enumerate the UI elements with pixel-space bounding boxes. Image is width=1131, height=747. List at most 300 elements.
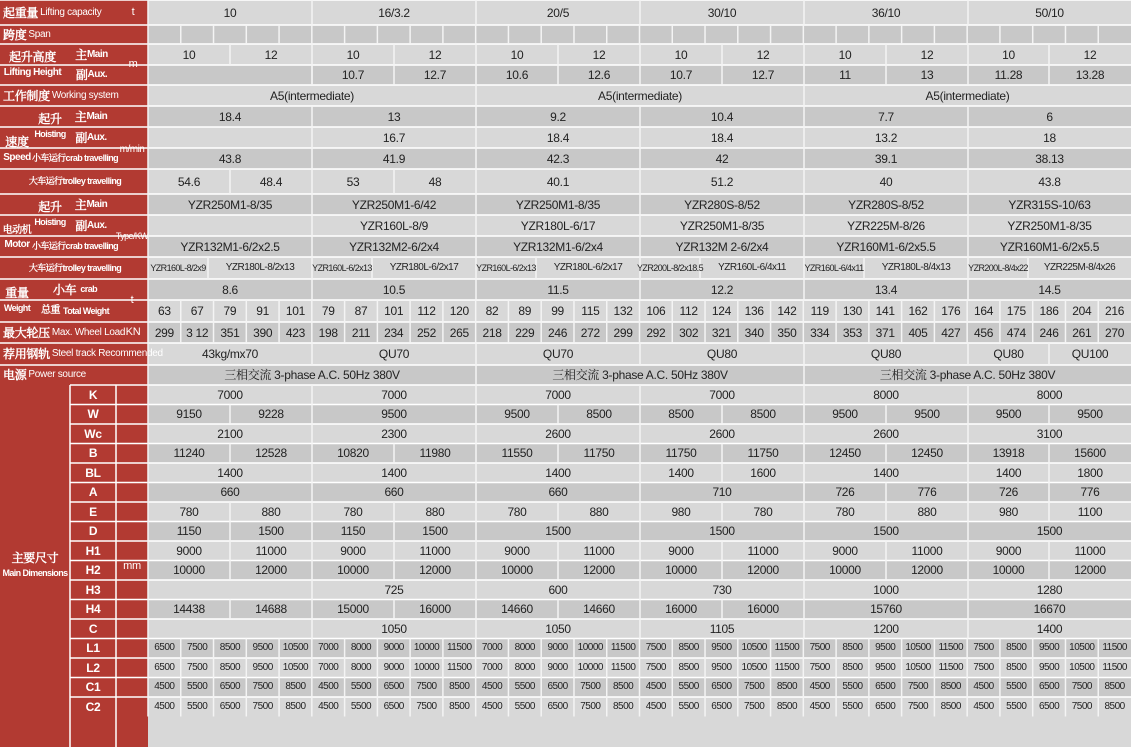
dim-c1-value: 4500 <box>973 681 994 693</box>
dim-c-value: 1050 <box>545 621 571 636</box>
height-main-value: 10 <box>510 47 524 62</box>
motor-hoisting-label <box>34 194 66 236</box>
dim-l1-value: 9500 <box>1038 642 1060 654</box>
dim-c1-value: 5500 <box>350 681 372 693</box>
weight-total-value: 136 <box>744 304 764 318</box>
speed-main-value: 18.4 <box>218 109 242 124</box>
weight-en: Weight <box>3 302 31 313</box>
dimension-key-h3: H3 <box>85 582 101 597</box>
dim-a-value: 726 <box>998 485 1019 500</box>
dim-c1-value: 6500 <box>875 681 896 693</box>
lifting-capacity-label-zh: 起重量 <box>3 5 39 20</box>
motor-trolley-value: YZR160L-6/4x11 <box>804 262 864 273</box>
wheel-load-value: 292 <box>646 325 666 340</box>
dim-c1-value: 5500 <box>842 681 863 693</box>
motor-trolley-value: YZR160L-6/4x11 <box>718 262 786 273</box>
dim-wc-value: 2600 <box>709 426 735 441</box>
dim-w-value: 8500 <box>668 407 694 422</box>
speed-aux-value: 18 <box>1043 130 1056 145</box>
aux-zh: 副 <box>75 218 88 233</box>
dimension-key-w: W <box>87 407 99 422</box>
speed-trolley-value: 48 <box>428 174 442 189</box>
dim-h1-value: 9000 <box>832 543 858 558</box>
dim-l2-value: 9500 <box>711 661 732 673</box>
dim-l1-value: 10000 <box>577 642 603 654</box>
wheel-load-unit: KN <box>125 326 141 338</box>
speed-main-value: 10.4 <box>710 109 734 124</box>
motor-trolley-value: YZR160L-6/2x13 <box>476 262 536 273</box>
dim-c2-value: 7500 <box>252 700 273 712</box>
motor-aux-value: YZR250M1-8/35 <box>679 218 765 233</box>
weight-total-value: 186 <box>1039 304 1059 318</box>
trolley-travel-zh: 大车运行 <box>28 262 63 273</box>
weight-total-value: 79 <box>223 304 237 318</box>
speed-crab-value: 43.8 <box>218 151 242 166</box>
weight-total-value: 79 <box>321 304 335 318</box>
wheel-load-value: 299 <box>613 325 633 340</box>
working-system-label <box>0 85 148 106</box>
working-system-value: A5(intermediate) <box>925 88 1010 103</box>
steel-track-label-en: Steel track Recommended <box>51 348 163 359</box>
motor-aux-value: YZR250M1-8/35 <box>1007 218 1092 233</box>
dim-h2-value: 10000 <box>665 563 697 578</box>
dim-l1-value: 10500 <box>1069 642 1095 654</box>
dim-c2-value: 7500 <box>416 700 437 712</box>
dim-l1-value: 9500 <box>711 642 732 654</box>
working-system-value: A5(intermediate) <box>270 88 354 103</box>
wheel-load-value: 427 <box>941 325 961 340</box>
crab-travel-en: crab travelling <box>65 153 119 163</box>
wheel-load-value: 371 <box>875 325 895 340</box>
dim-h1-value: 11000 <box>419 543 451 558</box>
height-main-value: 12 <box>756 47 770 62</box>
dim-l2-value: 11500 <box>446 661 472 673</box>
span-values <box>148 25 1131 44</box>
dimensions-unit: mm <box>123 559 141 572</box>
dim-h2-value: 10000 <box>173 563 205 578</box>
crab-zh: 小车 <box>52 282 77 297</box>
dim-e-value: 780 <box>179 504 199 519</box>
motor-main-value: YZR280S-8/52 <box>684 197 760 212</box>
dim-c2-value: 8500 <box>940 700 961 712</box>
dim-c1-value: 4500 <box>481 681 503 693</box>
dimension-key-l1: L1 <box>86 641 100 656</box>
dim-l1-value: 9500 <box>875 642 896 654</box>
speed-crab-value: 42 <box>715 151 729 166</box>
dim-h4-value: 14688 <box>255 602 287 617</box>
dim-c-value: 1200 <box>873 621 899 636</box>
main-en: Main <box>86 110 108 122</box>
dim-bl-value: 1400 <box>381 465 407 480</box>
dim-l2-value: 7500 <box>187 661 208 673</box>
speed-en: Speed <box>3 152 31 163</box>
weight-total-value: 164 <box>973 304 994 318</box>
capacity-value: 10 <box>223 5 237 20</box>
dim-l2-value: 9500 <box>1038 661 1060 673</box>
dim-c1-value: 7500 <box>1071 681 1092 693</box>
dim-k-value: 7000 <box>545 387 571 402</box>
dim-w-value: 9150 <box>176 407 202 422</box>
weight-label <box>0 279 34 322</box>
dim-bl-value: 1400 <box>217 465 243 480</box>
dim-bl-value: 1800 <box>1077 465 1103 480</box>
dimension-key-d: D <box>88 524 98 539</box>
dim-a-value: 660 <box>548 485 568 500</box>
dim-c2-value: 8500 <box>449 700 470 712</box>
power-source-label <box>0 365 148 385</box>
dim-e-value: 880 <box>261 504 281 519</box>
dim-a-value: 776 <box>1080 485 1100 500</box>
rail-value: QU80 <box>706 347 738 361</box>
dimension-key-h2: H2 <box>85 563 101 578</box>
dim-c1-value: 8500 <box>449 681 470 693</box>
wheel-load-value: 456 <box>973 325 994 340</box>
weight-crab-value: 13.4 <box>874 282 898 297</box>
dim-h2-value: 10000 <box>992 563 1025 578</box>
weight-total-value: 87 <box>354 304 368 318</box>
weight-total-value: 216 <box>1105 304 1125 318</box>
speed-trolley-value: 43.8 <box>1038 174 1061 189</box>
weight-total-value: 99 <box>551 304 564 318</box>
motor-trolley-value: YZR200L-8/4x22 <box>968 262 1028 273</box>
rail-value: QU80 <box>870 347 902 361</box>
wheel-load-value: 252 <box>416 325 437 340</box>
dim-e-value: 1100 <box>1077 504 1103 519</box>
motor-crab-value: YZR132M2-6/2x4 <box>349 239 439 254</box>
dim-l1-value: 9000 <box>383 642 404 654</box>
dim-h4-value: 16000 <box>419 602 451 617</box>
dim-w-value: 9500 <box>995 407 1022 422</box>
rail-value: QU80 <box>993 347 1024 361</box>
wheel-load-value: 265 <box>449 325 469 340</box>
speed-crab-value: 41.9 <box>382 151 406 166</box>
dim-c1-value: 6500 <box>219 681 241 693</box>
max-wheel-load-label-zh: 最大轮压 <box>3 325 50 340</box>
height-aux-value: 13 <box>920 68 934 82</box>
dim-d-value: 1500 <box>873 524 899 539</box>
power-value: 三相交流 3-phase A.C. 50Hz 380V <box>552 368 728 382</box>
span-label-en: Span <box>28 28 51 40</box>
motor-main-label <box>66 194 116 215</box>
dim-c-value: 1050 <box>381 621 407 636</box>
dim-wc-value: 2600 <box>545 426 571 441</box>
total-weight-en: Total Weight <box>63 305 109 316</box>
dim-h3-value: 600 <box>548 582 568 597</box>
dim-e-value: 780 <box>753 504 773 519</box>
weight-crab-value: 10.5 <box>382 282 406 297</box>
dim-l2-value: 11500 <box>938 661 964 673</box>
dim-c1-value: 4500 <box>645 681 666 693</box>
dim-h1-value: 9000 <box>176 543 202 558</box>
dim-h1-value: 11000 <box>1074 543 1106 558</box>
dim-c2-value: 7500 <box>1071 700 1092 712</box>
wheel-load-value: 299 <box>154 325 174 340</box>
weight-total-value: 130 <box>842 304 863 318</box>
dim-c2-value: 4500 <box>318 700 339 712</box>
dim-c1-value: 8500 <box>940 681 961 693</box>
wheel-load-value: 351 <box>220 325 240 340</box>
capacity-value: 36/10 <box>871 5 901 20</box>
dim-l1-value: 7500 <box>187 642 208 654</box>
speed-crab-value: 39.1 <box>874 151 898 166</box>
weight-crab-value: 11.5 <box>547 282 569 297</box>
wheel-load-value: 218 <box>482 325 502 340</box>
motor-crab-value: YZR132M1-6/2x4 <box>513 239 603 254</box>
dimension-key-e: E <box>89 504 97 519</box>
dim-d-value: 1500 <box>258 524 284 539</box>
dim-c2-value: 4500 <box>809 700 830 712</box>
aux-en: Aux. <box>87 69 108 80</box>
dim-l1-value: 11500 <box>938 642 964 654</box>
dim-b-value: 15600 <box>1074 446 1106 461</box>
dim-c2-value: 5500 <box>678 700 699 712</box>
dim-c1-value: 4500 <box>154 681 175 693</box>
speed-trolley-label <box>28 169 122 194</box>
height-aux-value: 10.7 <box>341 68 365 82</box>
weight-total-value: 162 <box>908 304 928 318</box>
dim-h4-value: 16000 <box>665 602 697 617</box>
wheel-load-value: 334 <box>810 325 830 340</box>
dim-h2-value: 10000 <box>829 563 861 578</box>
dim-l1-value: 7000 <box>481 642 503 654</box>
dim-l2-value: 7000 <box>318 661 339 673</box>
max-wheel-load-label-en: Max. Wheel Load <box>51 326 126 338</box>
main-zh: 主 <box>74 109 87 124</box>
weight-total-value: 112 <box>679 304 698 318</box>
dimension-key-l2: L2 <box>86 660 100 675</box>
capacity-value: 20/5 <box>546 5 570 20</box>
lifting-height-zh: 起升高度 <box>9 49 56 64</box>
dim-e-value: 880 <box>589 504 609 519</box>
main-en: Main <box>86 48 108 60</box>
weight-total-value: 175 <box>1006 304 1026 318</box>
dim-l1-value: 10500 <box>282 642 309 654</box>
dimension-key-h1: H1 <box>85 543 101 558</box>
dim-w-value: 9500 <box>832 407 858 422</box>
speed-trolley-value: 48.4 <box>259 174 283 189</box>
dim-l2-value: 7000 <box>481 661 503 673</box>
height-aux-value: 12.7 <box>423 68 447 82</box>
height-main-value: 12 <box>428 47 442 62</box>
dim-l1-value: 8000 <box>514 642 535 654</box>
dim-l1-value: 11500 <box>610 642 636 654</box>
dim-h2-value: 12000 <box>911 563 943 578</box>
weight-total-value: 176 <box>941 304 961 318</box>
motor-trolley-value: YZR180L-6/2x17 <box>553 262 623 273</box>
speed-main-value: 13 <box>387 109 401 124</box>
dim-b-value: 11550 <box>501 446 533 461</box>
dim-l1-value: 10000 <box>413 642 440 654</box>
weight-total-value: 132 <box>613 304 633 318</box>
speed-aux-value: 13.2 <box>874 130 898 145</box>
dim-c2-value: 4500 <box>645 700 666 712</box>
dimension-key-b: B <box>88 446 98 461</box>
height-main-value: 12 <box>920 47 934 62</box>
dim-h2-value: 12000 <box>1074 563 1106 578</box>
dim-h1-value: 9000 <box>668 543 694 558</box>
dim-l2-value: 8000 <box>350 661 372 673</box>
wheel-load-value: 390 <box>253 325 273 340</box>
speed-crab-value: 38.13 <box>1035 151 1064 166</box>
motor-crab-value: YZR160M1-6/2x5.5 <box>836 239 936 254</box>
dim-h4-value: 15000 <box>337 602 369 617</box>
capacity-value: 16/3.2 <box>378 5 410 20</box>
speed-trolley-value: 54.6 <box>177 174 201 189</box>
dim-l2-value: 9000 <box>547 661 568 673</box>
weight-total-value: 91 <box>256 304 270 318</box>
height-aux-value: 10.6 <box>505 68 529 82</box>
dim-l2-value: 11500 <box>610 661 636 673</box>
height-aux-value: 12.6 <box>587 68 611 82</box>
speed-unit: m/min <box>119 144 145 155</box>
dim-h2-value: 12000 <box>583 563 615 578</box>
dim-k-value: 8000 <box>873 387 899 402</box>
dim-h1-value: 9000 <box>340 543 366 558</box>
dim-c2-value: 4500 <box>973 700 994 712</box>
dim-l1-value: 8000 <box>350 642 372 654</box>
dimension-key-a: A <box>88 485 98 500</box>
lifting-capacity-label <box>0 0 118 25</box>
dim-wc-value: 2300 <box>381 426 407 441</box>
dimension-key-c2: C2 <box>85 699 101 714</box>
dim-c1-value: 4500 <box>809 681 830 693</box>
height-aux-value: 11 <box>839 68 851 82</box>
rail-value: QU70 <box>378 347 410 361</box>
dim-c1-value: 7500 <box>580 681 601 693</box>
dim-c2-value: 6500 <box>383 700 404 712</box>
dim-c2-value: 8500 <box>285 700 306 712</box>
dim-h1-value: 9000 <box>995 543 1022 558</box>
speed-crab-label <box>31 148 119 169</box>
trolley-travel-zh: 大车运行 <box>28 176 63 186</box>
height-main-value: 12 <box>1083 47 1097 62</box>
dim-c1-value: 7500 <box>252 681 273 693</box>
main-dimensions-zh: 主要尺寸 <box>11 551 59 566</box>
dim-b-value: 12528 <box>255 446 287 461</box>
dim-l2-value: 10500 <box>741 661 767 673</box>
power-source-label-en: Power source <box>28 369 86 380</box>
wheel-load-value: 405 <box>908 325 928 340</box>
weight-total-value: 120 <box>449 304 469 318</box>
dim-e-value: 780 <box>835 504 855 519</box>
dim-c-value: 1400 <box>1036 621 1063 636</box>
dim-c1-value: 7500 <box>416 681 437 693</box>
dim-bl-value: 1400 <box>668 465 694 480</box>
motor-aux-value: YZR225M-8/26 <box>847 218 925 233</box>
dim-l1-value: 7500 <box>809 642 830 654</box>
motor-main-value: YZR315S-10/63 <box>1008 197 1091 212</box>
speed-main-value: 6 <box>1046 109 1053 124</box>
dim-d-value: 1150 <box>340 524 366 539</box>
dim-w-value: 9500 <box>504 407 530 422</box>
dim-b-value: 11750 <box>747 446 779 461</box>
dim-h2-value: 12000 <box>419 563 451 578</box>
dim-l1-value: 11500 <box>446 642 472 654</box>
dim-c2-value: 7500 <box>907 700 929 712</box>
height-main-value: 12 <box>592 47 606 62</box>
dim-l1-value: 6500 <box>154 642 175 654</box>
wheel-load-value: 246 <box>548 325 568 340</box>
speed-aux-value: 18.4 <box>710 130 734 145</box>
dim-h2-value: 10000 <box>501 563 533 578</box>
motor-unit: Type/KW <box>115 231 149 241</box>
weight-total-value: 204 <box>1072 304 1092 318</box>
dimension-key-c1: C1 <box>85 680 101 695</box>
crab-travel-zh: 小车运行 <box>31 241 66 251</box>
dim-e-value: 780 <box>343 504 363 519</box>
dim-c2-value: 4500 <box>481 700 503 712</box>
dim-c1-value: 5500 <box>187 681 208 693</box>
dim-l1-value: 9500 <box>252 642 273 654</box>
dim-bl-value: 1400 <box>873 465 899 480</box>
dim-bl-value: 1400 <box>545 465 571 480</box>
speed-aux-label <box>66 127 116 148</box>
dim-l1-value: 8500 <box>678 642 699 654</box>
dim-h3-value: 1280 <box>1036 582 1063 597</box>
dim-e-value: 880 <box>917 504 937 519</box>
dim-c1-value: 4500 <box>318 681 339 693</box>
span-label-zh: 跨度 <box>3 27 27 42</box>
wheel-load-value: 474 <box>1006 325 1026 340</box>
dim-h1-value: 11000 <box>747 543 779 558</box>
dim-c1-value: 6500 <box>547 681 568 693</box>
dim-c1-value: 8500 <box>776 681 798 693</box>
dim-l2-value: 10500 <box>282 661 309 673</box>
dim-h4-value: 15760 <box>870 602 902 617</box>
dim-l2-value: 8500 <box>1006 661 1027 673</box>
dim-d-value: 1150 <box>176 524 202 539</box>
dim-h4-value: 14438 <box>173 602 205 617</box>
wheel-load-value: 3 12 <box>186 325 209 340</box>
dim-c2-value: 8500 <box>1104 700 1125 712</box>
lifting-capacity-label-en: Lifting capacity <box>40 6 102 18</box>
weight-total-value: 115 <box>581 304 600 318</box>
dim-l1-value: 8500 <box>842 642 863 654</box>
height-aux-value: 10.7 <box>669 68 693 82</box>
power-value: 三相交流 3-phase A.C. 50Hz 380V <box>879 368 1056 382</box>
dim-l1-value: 8500 <box>219 642 241 654</box>
dim-a-value: 660 <box>384 485 404 500</box>
capacity-value: 30/10 <box>707 5 737 20</box>
speed-crab-value: 42.3 <box>546 151 570 166</box>
main-dimensions-label <box>0 385 70 747</box>
wheel-load-value: 340 <box>744 325 764 340</box>
dim-a-value: 776 <box>917 485 937 500</box>
height-unit: m <box>128 58 138 70</box>
weight-total-value: 89 <box>518 304 532 318</box>
wheel-load-value: 350 <box>777 325 797 340</box>
motor-crab-label <box>31 236 119 257</box>
dim-b-value: 10820 <box>337 446 369 461</box>
dim-h3-value: 725 <box>384 582 404 597</box>
working-system-value: A5(intermediate) <box>598 88 682 103</box>
dim-wc-value: 2100 <box>217 426 243 441</box>
dim-c1-value: 5500 <box>514 681 535 693</box>
dim-h4-value: 16670 <box>1033 602 1066 617</box>
crab-en: crab <box>80 284 98 294</box>
motor-main-value: YZR250M1-6/42 <box>351 197 437 212</box>
main-en: Main <box>86 198 108 210</box>
dimension-key-h4: H4 <box>85 602 101 617</box>
dim-k-value: 7000 <box>381 387 407 402</box>
dim-l2-value: 10000 <box>413 661 440 673</box>
dim-c2-value: 6500 <box>711 700 732 712</box>
dim-e-value: 980 <box>671 504 691 519</box>
working-system-label-zh: 工作制度 <box>3 88 50 103</box>
dim-d-value: 1500 <box>545 524 571 539</box>
dim-h2-value: 10000 <box>337 563 369 578</box>
wheel-load-value: 272 <box>580 325 600 340</box>
